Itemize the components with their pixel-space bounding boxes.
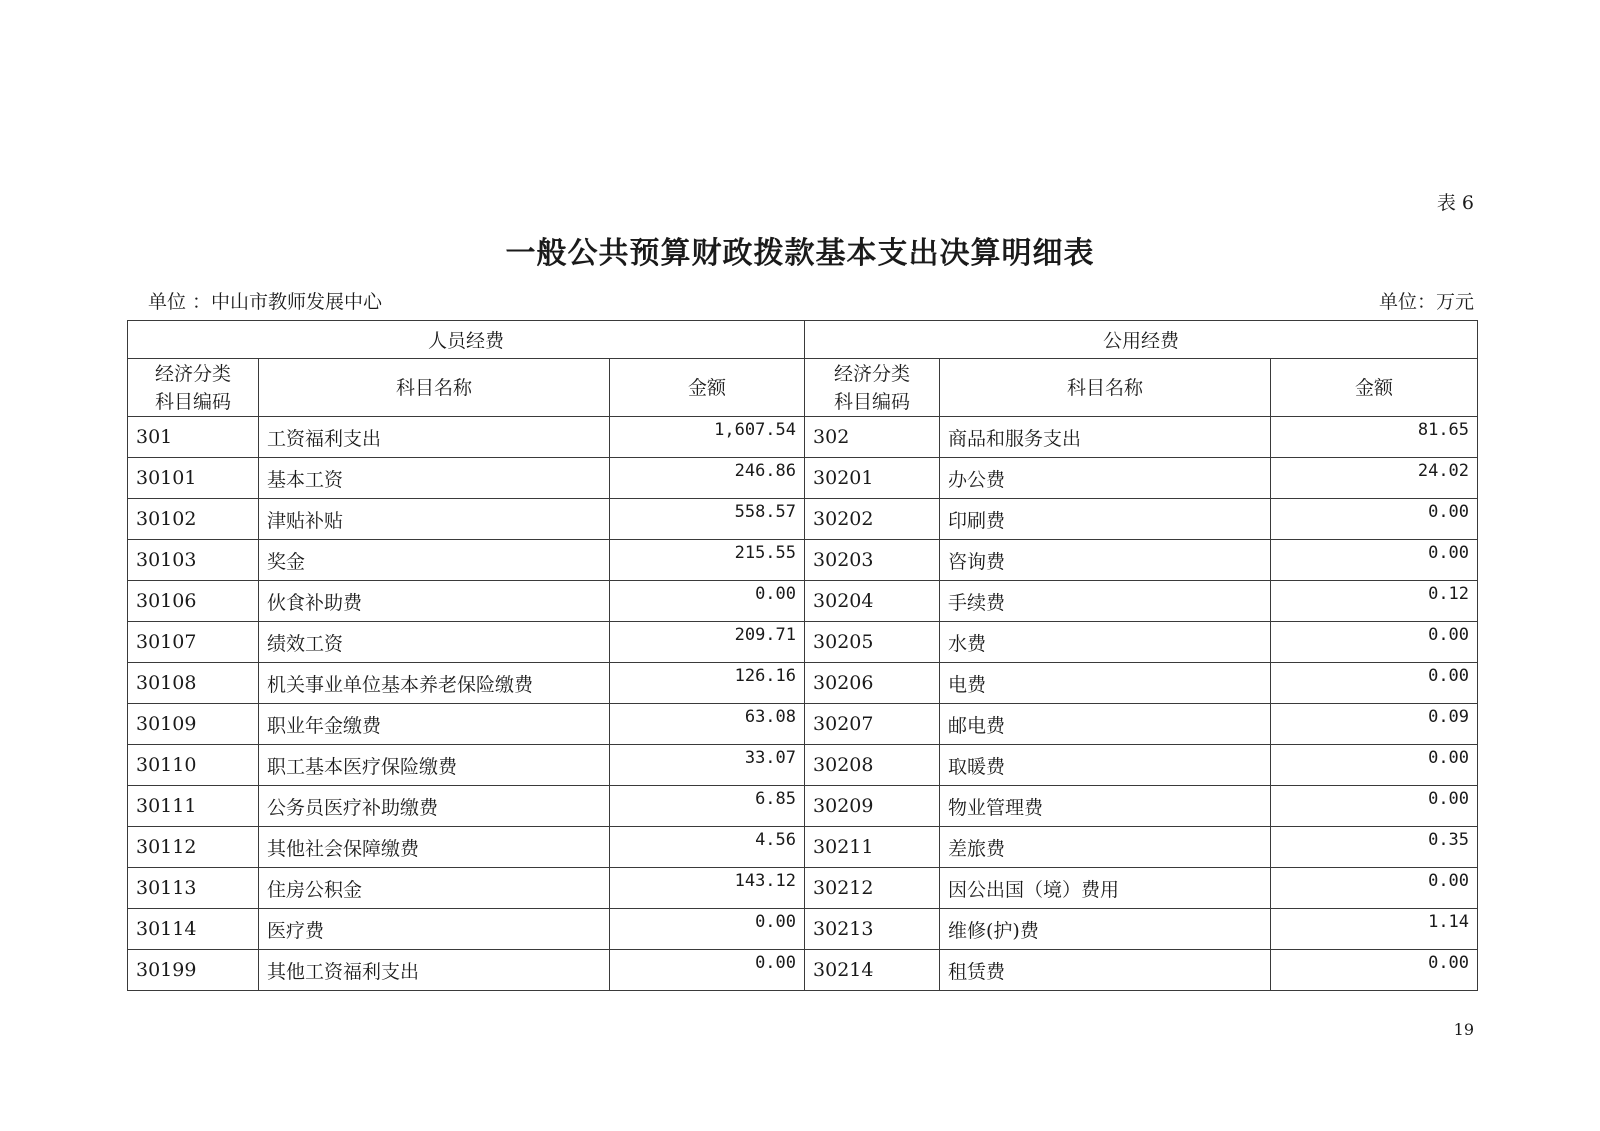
public-code-cell: 30212 xyxy=(805,868,940,909)
personnel-amount-cell: 33.07 xyxy=(610,745,805,786)
personnel-code-cell: 30199 xyxy=(128,950,259,991)
expenditure-table xyxy=(127,320,1478,991)
col-header-name-left: 科目名称 xyxy=(259,359,610,417)
public-name-cell: 物业管理费 xyxy=(940,786,1271,827)
table-row xyxy=(128,950,1478,991)
page-number: 19 xyxy=(1453,1020,1474,1039)
personnel-amount-cell: 215.55 xyxy=(610,540,805,581)
col-header-code-line2: 科目编码 xyxy=(834,390,911,413)
personnel-amount-cell: 558.57 xyxy=(610,499,805,540)
personnel-code-cell: 30109 xyxy=(128,704,259,745)
col-header-code-line1: 经济分类 xyxy=(834,362,911,385)
personnel-code-cell: 30114 xyxy=(128,909,259,950)
public-code-cell: 30202 xyxy=(805,499,940,540)
public-name-cell: 办公费 xyxy=(940,458,1271,499)
col-header-amount-left: 金额 xyxy=(610,359,805,417)
group-header-row xyxy=(128,321,1478,359)
table-number: 表 6 xyxy=(1436,192,1474,214)
public-amount-cell: 24.02 xyxy=(1271,458,1478,499)
personnel-amount-cell: 0.00 xyxy=(610,909,805,950)
public-name-cell: 手续费 xyxy=(940,581,1271,622)
public-amount-cell: 0.00 xyxy=(1271,745,1478,786)
col-header-code-line2: 科目编码 xyxy=(154,390,231,413)
personnel-amount-cell: 6.85 xyxy=(610,786,805,827)
personnel-code-cell: 30110 xyxy=(128,745,259,786)
public-amount-cell: 0.12 xyxy=(1271,581,1478,622)
personnel-code-cell: 30108 xyxy=(128,663,259,704)
public-code-cell: 30207 xyxy=(805,704,940,745)
col-header-amount-right: 金额 xyxy=(1271,359,1478,417)
public-code-cell: 30205 xyxy=(805,622,940,663)
col-header-code-right xyxy=(805,359,940,417)
page-title: 一般公共预算财政拨款基本支出决算明细表 xyxy=(505,236,1095,271)
public-name-cell: 租赁费 xyxy=(940,950,1271,991)
personnel-code-cell: 30112 xyxy=(128,827,259,868)
table-row xyxy=(128,745,1478,786)
table-row xyxy=(128,417,1478,458)
personnel-amount-cell: 209.71 xyxy=(610,622,805,663)
public-code-cell: 30209 xyxy=(805,786,940,827)
personnel-name-cell: 伙食补助费 xyxy=(259,581,610,622)
public-code-cell: 302 xyxy=(805,417,940,458)
public-code-cell: 30203 xyxy=(805,540,940,581)
personnel-amount-cell: 126.16 xyxy=(610,663,805,704)
table-row xyxy=(128,786,1478,827)
public-name-cell: 邮电费 xyxy=(940,704,1271,745)
public-code-cell: 30213 xyxy=(805,909,940,950)
personnel-code-cell: 30113 xyxy=(128,868,259,909)
personnel-code-cell: 30111 xyxy=(128,786,259,827)
public-amount-cell: 81.65 xyxy=(1271,417,1478,458)
table-row xyxy=(128,704,1478,745)
public-code-cell: 30204 xyxy=(805,581,940,622)
public-name-cell: 差旅费 xyxy=(940,827,1271,868)
personnel-amount-cell: 0.00 xyxy=(610,950,805,991)
public-code-cell: 30208 xyxy=(805,745,940,786)
personnel-name-cell: 公务员医疗补助缴费 xyxy=(259,786,610,827)
personnel-code-cell: 30107 xyxy=(128,622,259,663)
group-personnel-header: 人员经费 xyxy=(128,321,805,359)
table-row xyxy=(128,663,1478,704)
public-amount-cell: 0.00 xyxy=(1271,868,1478,909)
column-header-row xyxy=(128,359,1478,417)
public-name-cell: 水费 xyxy=(940,622,1271,663)
personnel-name-cell: 其他社会保障缴费 xyxy=(259,827,610,868)
public-name-cell: 印刷费 xyxy=(940,499,1271,540)
personnel-name-cell: 职工基本医疗保险缴费 xyxy=(259,745,610,786)
public-name-cell: 商品和服务支出 xyxy=(940,417,1271,458)
personnel-name-cell: 基本工资 xyxy=(259,458,610,499)
personnel-name-cell: 工资福利支出 xyxy=(259,417,610,458)
public-amount-cell: 0.00 xyxy=(1271,622,1478,663)
personnel-name-cell: 住房公积金 xyxy=(259,868,610,909)
personnel-name-cell: 职业年金缴费 xyxy=(259,704,610,745)
unit-currency: 单位：万元 xyxy=(1378,291,1474,313)
personnel-amount-cell: 63.08 xyxy=(610,704,805,745)
table-row xyxy=(128,540,1478,581)
col-header-name-right: 科目名称 xyxy=(940,359,1271,417)
public-name-cell: 因公出国（境）费用 xyxy=(940,868,1271,909)
personnel-name-cell: 奖金 xyxy=(259,540,610,581)
public-amount-cell: 0.35 xyxy=(1271,827,1478,868)
public-name-cell: 取暖费 xyxy=(940,745,1271,786)
group-public-header: 公用经费 xyxy=(805,321,1478,359)
public-code-cell: 30201 xyxy=(805,458,940,499)
personnel-name-cell: 津贴补贴 xyxy=(259,499,610,540)
public-code-cell: 30214 xyxy=(805,950,940,991)
personnel-amount-cell: 0.00 xyxy=(610,581,805,622)
table-row xyxy=(128,458,1478,499)
personnel-name-cell: 其他工资福利支出 xyxy=(259,950,610,991)
personnel-code-cell: 30103 xyxy=(128,540,259,581)
personnel-amount-cell: 246.86 xyxy=(610,458,805,499)
personnel-amount-cell: 143.12 xyxy=(610,868,805,909)
table-row xyxy=(128,827,1478,868)
personnel-name-cell: 医疗费 xyxy=(259,909,610,950)
public-code-cell: 30211 xyxy=(805,827,940,868)
personnel-code-cell: 301 xyxy=(128,417,259,458)
public-name-cell: 维修(护)费 xyxy=(940,909,1271,950)
table-row xyxy=(128,581,1478,622)
personnel-code-cell: 30101 xyxy=(128,458,259,499)
col-header-code-line1: 经济分类 xyxy=(154,362,231,385)
table-row xyxy=(128,499,1478,540)
public-name-cell: 电费 xyxy=(940,663,1271,704)
table-row xyxy=(128,622,1478,663)
table-row xyxy=(128,909,1478,950)
unit-organization: 单位 ：中山市教师发展中心 xyxy=(148,291,383,313)
public-amount-cell: 0.00 xyxy=(1271,540,1478,581)
public-amount-cell: 0.09 xyxy=(1271,704,1478,745)
public-name-cell: 咨询费 xyxy=(940,540,1271,581)
public-amount-cell: 1.14 xyxy=(1271,909,1478,950)
personnel-amount-cell: 4.56 xyxy=(610,827,805,868)
personnel-amount-cell: 1,607.54 xyxy=(610,417,805,458)
col-header-code-left xyxy=(128,359,259,417)
public-amount-cell: 0.00 xyxy=(1271,950,1478,991)
public-amount-cell: 0.00 xyxy=(1271,499,1478,540)
personnel-name-cell: 机关事业单位基本养老保险缴费 xyxy=(259,663,610,704)
table-row xyxy=(128,868,1478,909)
public-amount-cell: 0.00 xyxy=(1271,786,1478,827)
personnel-code-cell: 30106 xyxy=(128,581,259,622)
public-code-cell: 30206 xyxy=(805,663,940,704)
public-amount-cell: 0.00 xyxy=(1271,663,1478,704)
personnel-name-cell: 绩效工资 xyxy=(259,622,610,663)
personnel-code-cell: 30102 xyxy=(128,499,259,540)
